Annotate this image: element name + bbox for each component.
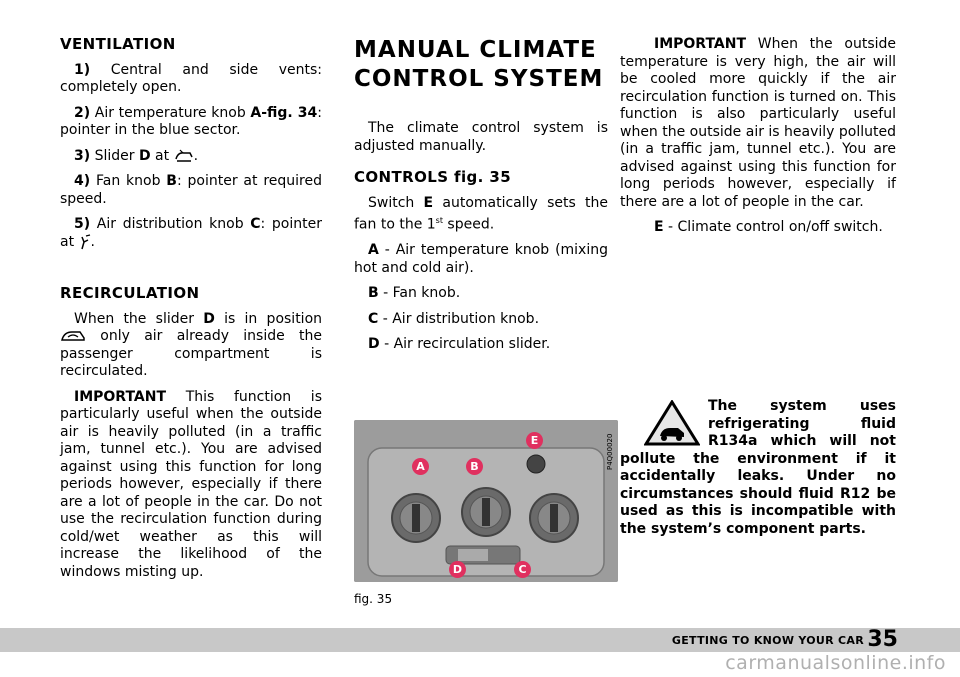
warning-text: The system uses refrigerating fluid R134a which will not pollute the environment if it accidentally leaks. Under no circumstances should fluid R12 be used as this is incompatible with the system’s component parts. (620, 398, 896, 537)
fresh-air-icon (174, 149, 194, 163)
recirculation-icon (60, 329, 86, 343)
warning-block (620, 398, 896, 538)
column-manual-climate (354, 36, 608, 362)
ventilation-step-3: 3) Slider D at . (74, 147, 199, 164)
column-ventilation (60, 36, 322, 589)
control-a: A - Air temperature knob (mixing hot and cold air). (354, 242, 608, 276)
climate-panel-illustration (354, 420, 618, 582)
ventilation-heading: VENTILATION (60, 35, 176, 53)
label-b: B (466, 458, 483, 475)
watermark: carmanualsonline.info (725, 652, 946, 674)
control-e: E - Climate control on/off switch. (654, 219, 883, 235)
page-number: 35 (867, 627, 898, 652)
ventilation-step-4: 4) Fan knob B: pointer at required speed. (60, 173, 322, 207)
control-c: C - Air distribution knob. (368, 310, 540, 327)
column-important (620, 36, 896, 245)
ventilation-step-1: 1) Central and side vents: completely open. (60, 61, 322, 95)
recirculation-heading: RECIRCULATION (60, 284, 200, 302)
ventilation-step-5: 5) Air distribution knob C: pointer at . (60, 216, 322, 250)
ventilation-step-2: 2) Air temperature knob A-fig. 34: pointer in the blue sector. (60, 104, 322, 138)
switch-e-text: Switch E automatically sets the fan to the 1st speed. (354, 194, 608, 233)
controls-heading: CONTROLS fig. 35 (354, 168, 512, 186)
manual-intro: The climate control system is adjusted manually. (354, 120, 608, 154)
figure-caption: fig. 35 (354, 592, 393, 606)
label-d: D (449, 561, 466, 578)
manual-climate-title: MANUAL CLIMATE CONTROL SYSTEM (354, 37, 604, 92)
label-c: C (514, 561, 531, 578)
face-vent-icon (79, 234, 91, 250)
label-e: E (526, 432, 543, 449)
recirculation-text: When the slider D is in position only air already inside the passenger compartment is recirculated. (60, 310, 323, 379)
figure-code: P4Q00020 (606, 433, 614, 470)
control-d: D - Air recirculation slider. (368, 336, 551, 353)
control-b: B - Fan knob. (368, 285, 461, 302)
warning-triangle-icon (644, 400, 700, 446)
recirculation-important: IMPORTANT This function is particularly useful when the outside air is heavily polluted (in a traffic jam, tunnel etc.). You are advised against using this function for long periods however, especially if there are a lot of people in the car. Do not use the recirculation function during cold/wet weather as this will increase the likelihood of the windows misting up. (60, 388, 322, 580)
footer-section-title: GETTING TO KNOW YOUR CAR (671, 634, 864, 647)
important-paragraph: IMPORTANT When the outside temperature is very high, the air will be cooled more quickly if the air recirculation function is turned on. This function is also particularly useful when the outside air is heavily polluted (in a traffic jam, tunnel etc.). You are advised against using this function for long periods however, especially if there are a lot of people in the car. (620, 36, 897, 210)
label-a: A (412, 458, 429, 475)
climate-control-figure (354, 420, 618, 582)
